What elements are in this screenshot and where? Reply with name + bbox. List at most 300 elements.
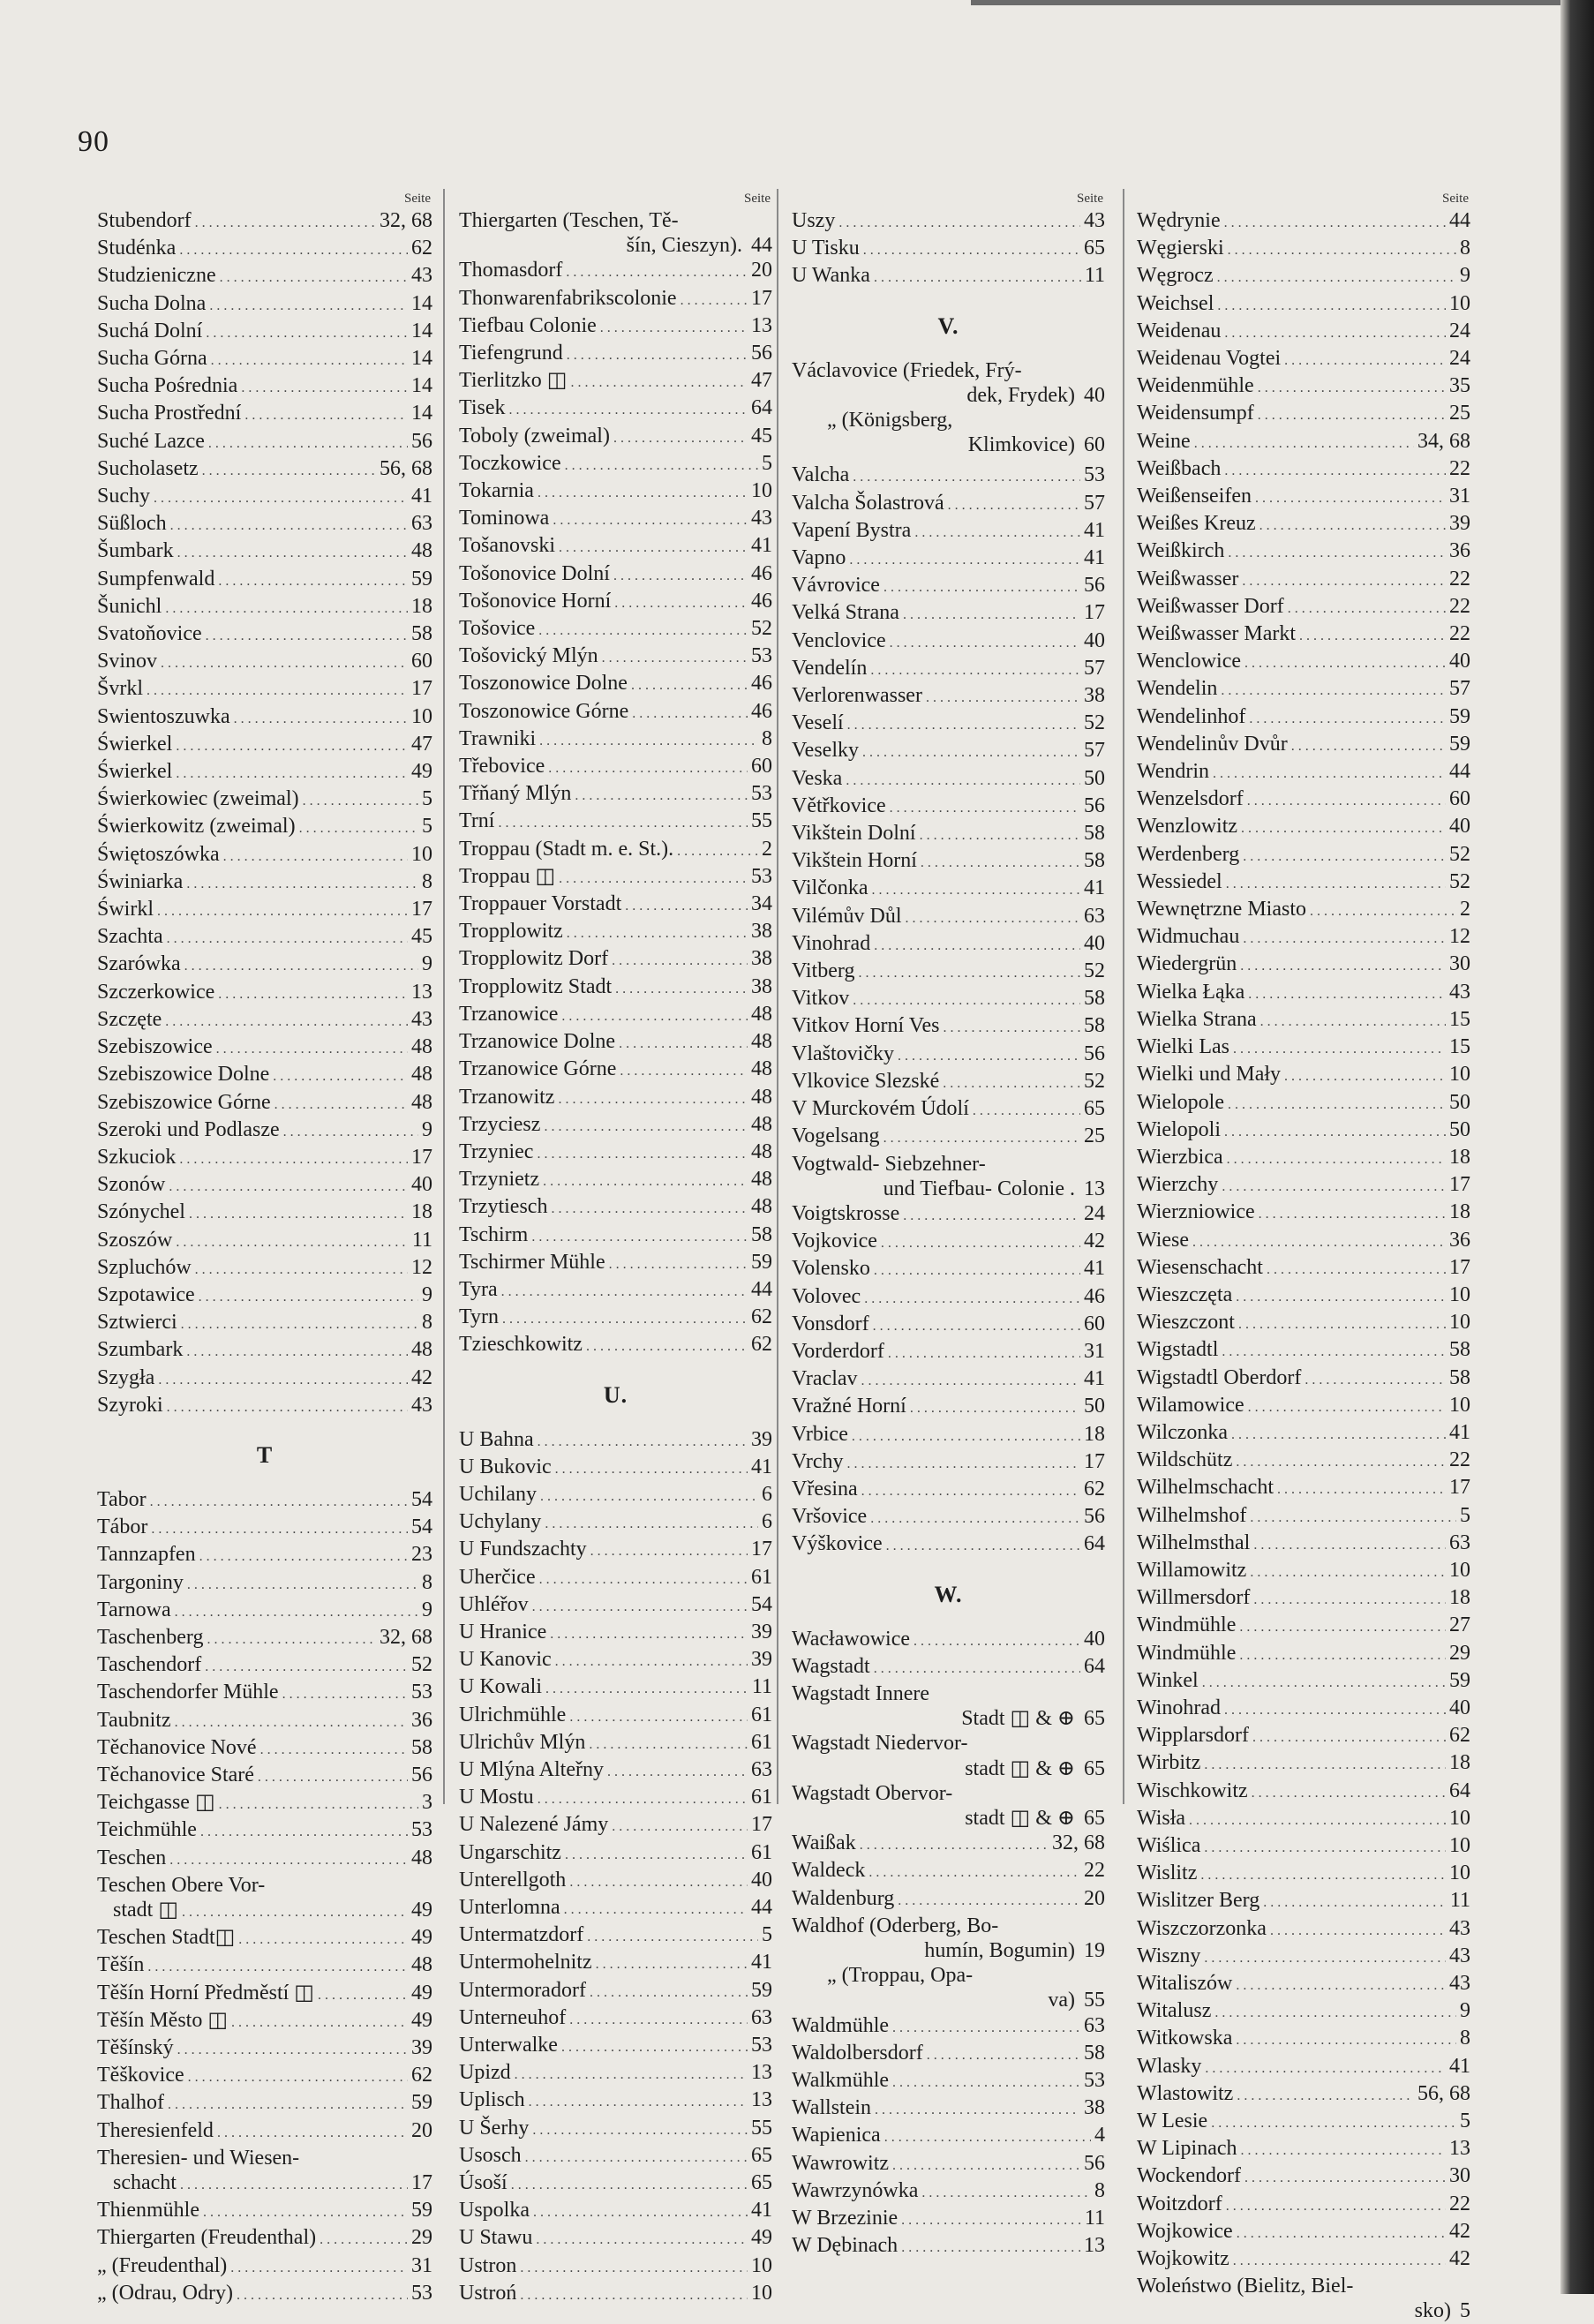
entry-row: [1137, 869, 1470, 897]
entry-name: Unterwalke: [459, 2034, 558, 2057]
leader-dots: [211, 346, 408, 373]
entry-name: Wenclowice: [1137, 650, 1242, 673]
leader-dots: [1263, 1888, 1447, 1915]
entry-row: [1137, 1613, 1470, 1640]
entry-name: Tošovický Mlýn: [459, 644, 598, 668]
entry-page: 48: [411, 1338, 432, 1362]
entry-page: 44: [751, 1895, 772, 1919]
entry-name: U Hranice: [459, 1620, 547, 1643]
entry-name: Wiedergrün: [1137, 952, 1237, 976]
entry-row: [97, 1952, 432, 1980]
entry-page: 24: [1449, 319, 1470, 342]
entry-page: 2: [762, 837, 772, 861]
entry-page: 23: [411, 1543, 432, 1567]
entry-row: [459, 864, 772, 891]
entry-name: Těchanovice Staré: [97, 1763, 254, 1786]
entry-row: [459, 1455, 772, 1482]
entry-name: Wielki und Mały: [1137, 1063, 1282, 1087]
entry-page: 22: [1084, 1859, 1105, 1883]
leader-dots: [274, 1090, 408, 1117]
leader-dots: [209, 291, 408, 319]
entry-name: Wielki Las: [1137, 1035, 1229, 1059]
leader-dots: [631, 671, 748, 698]
entry-page: 64: [1449, 1779, 1470, 1802]
leader-dots: [217, 2118, 408, 2146]
entry-page: 4: [1094, 2124, 1105, 2147]
entry-row: [1137, 676, 1470, 703]
entry-page: 65: [1084, 1806, 1105, 1830]
entry-name: Tyrn: [459, 1305, 499, 1329]
entry-continued: Wagstadt Obervor-: [792, 1781, 953, 1805]
entry-row: [792, 1806, 1105, 1831]
leader-dots: [170, 511, 408, 538]
entry-page: 40: [1449, 650, 1470, 673]
entry-row: [459, 1647, 772, 1674]
entry-row: [97, 1625, 432, 1652]
entry-page: 10: [1449, 1861, 1470, 1885]
entry-row: [1137, 1393, 1470, 1420]
leader-dots: [169, 1846, 408, 1873]
entry-row: [459, 1812, 772, 1839]
leader-dots: [1213, 759, 1446, 786]
leader-dots: [520, 2281, 748, 2308]
entry-name: U Bahna: [459, 1427, 534, 1451]
entry-row: [1137, 1420, 1470, 1448]
entry-row: [1137, 319, 1470, 346]
entry-row: [97, 842, 432, 869]
entry-row: [459, 726, 772, 754]
entry-name: Woitzdorf: [1137, 2192, 1222, 2215]
leader-dots: [558, 1085, 748, 1112]
entry-page: 17: [1449, 1173, 1470, 1197]
entry-row: [1137, 1172, 1470, 1200]
entry-name: Troppau ◫: [459, 864, 556, 888]
entry-name: Szpotawice: [97, 1282, 195, 1306]
leader-dots: [890, 628, 1080, 656]
entry-name: Suchá Dolní: [97, 319, 203, 342]
entry-page: 39: [751, 1427, 772, 1451]
entry-name: Sucha Górna: [97, 347, 207, 371]
entry-page: 40: [1449, 815, 1470, 839]
entry-name: Trzynietz: [459, 1168, 540, 1192]
entry-list: [459, 258, 772, 1359]
leader-dots: [1237, 2219, 1446, 2246]
entry-name: Suchy: [97, 485, 150, 508]
leader-dots: [1259, 1200, 1446, 1227]
entry-page: 39: [751, 1620, 772, 1643]
entry-page: 53: [751, 644, 772, 668]
leader-dots: [1244, 649, 1446, 676]
entry-page: 46: [751, 561, 772, 585]
entry-name: Volovec: [792, 1284, 861, 1308]
entry-name: Sucha Pośrednia: [97, 374, 238, 398]
entry-name: Těškovice: [97, 2064, 184, 2087]
entry-page: 58: [1449, 1338, 1470, 1362]
entry-name: sko): [1414, 2299, 1451, 2323]
entry-name: Wallstein: [792, 2096, 872, 2120]
entry-page: 32, 68: [380, 209, 432, 232]
entry-name: Ulrichmühle: [459, 1703, 567, 1726]
leader-dots: [870, 656, 1080, 683]
leader-dots: [1231, 1420, 1446, 1448]
entry-name: Wiślica: [1137, 1833, 1201, 1857]
entry-name: Wislitzer Berg: [1137, 1889, 1260, 1913]
leader-dots: [1222, 1337, 1446, 1365]
entry-page: 30: [1449, 2164, 1470, 2188]
leader-dots: [872, 876, 1080, 903]
entry-row: [97, 1898, 432, 1925]
leader-dots: [205, 1652, 408, 1680]
entry-row: [1137, 236, 1470, 263]
leader-dots: [873, 1312, 1080, 1339]
entry-page: 17: [751, 1538, 772, 1561]
entry-row: [459, 1592, 772, 1620]
leader-dots: [586, 1332, 748, 1359]
entry-continued: Václavovice (Friedek, Frý-: [792, 358, 1022, 382]
entry-row: [97, 1365, 432, 1393]
entry-page: 3: [422, 1791, 432, 1815]
leader-dots: [1288, 594, 1446, 621]
entry-name: Unterlomna: [459, 1895, 560, 1919]
scan-page-edge: [1560, 0, 1594, 2294]
entry-row: [792, 711, 1105, 738]
entry-name: Wigstadtl: [1137, 1338, 1219, 1362]
entry-name: Witalusz: [1137, 1999, 1212, 2023]
entry-page: 56: [1084, 2151, 1105, 2175]
entry-page: 49: [751, 2226, 772, 2250]
entry-name: Tabor: [97, 1487, 147, 1511]
entry-page: 22: [1449, 2192, 1470, 2215]
entry-page: 62: [411, 2064, 432, 2087]
entry-row: [459, 919, 772, 946]
entry-name: Wlasky: [1137, 2054, 1202, 2078]
entry-page: 22: [1449, 622, 1470, 646]
entry-row: [792, 491, 1105, 518]
entry-page: 48: [751, 1057, 772, 1081]
leader-dots: [234, 704, 408, 732]
entry-page: 65: [1084, 1097, 1105, 1121]
leader-dots: [614, 589, 748, 616]
leader-dots: [888, 1339, 1080, 1366]
entry-page: 58: [751, 1222, 772, 1246]
entry-row: [1137, 567, 1470, 594]
entry-row: [97, 1846, 432, 1873]
leader-dots: [565, 1840, 748, 1868]
entry-page: 30: [1449, 952, 1470, 976]
leader-dots: [1228, 236, 1456, 263]
entry-name: Trní: [459, 809, 495, 833]
entry-name: Voigtskrosse: [792, 1201, 900, 1225]
entry-name: Thienmühle: [97, 2199, 199, 2222]
entry-page: 46: [1084, 1284, 1105, 1308]
entry-name: Vinohrad: [792, 931, 871, 955]
leader-dots: [926, 683, 1080, 711]
leader-dots: [1224, 1696, 1446, 1723]
leader-dots: [1241, 814, 1446, 841]
leader-dots: [1243, 842, 1446, 869]
entry-page: 10: [1449, 1063, 1470, 1087]
entry-name: Větřkovice: [792, 793, 886, 817]
leader-dots: [1267, 1255, 1446, 1282]
entry-page: 48: [411, 1846, 432, 1869]
leader-dots: [853, 463, 1080, 490]
entry-name: Uszy: [792, 209, 836, 232]
leader-dots: [590, 1978, 748, 2005]
entry-row: [792, 876, 1105, 903]
entry-page: 57: [1449, 677, 1470, 701]
entry-page: 56: [411, 1763, 432, 1786]
entry-page: 31: [1449, 485, 1470, 508]
entry-name: W Lipinach: [1137, 2137, 1237, 2161]
entry-row: [459, 1537, 772, 1564]
leader-dots: [1217, 263, 1456, 290]
leader-dots: [216, 1034, 408, 1062]
entry-page: 48: [411, 1063, 432, 1087]
leader-dots: [948, 491, 1080, 518]
leader-dots: [1202, 1668, 1446, 1696]
entry-name: Wendrin: [1137, 760, 1210, 784]
entry-row: [97, 621, 432, 649]
leader-dots: [176, 759, 408, 786]
entry-row: [1137, 1503, 1470, 1531]
entry-row: [97, 567, 432, 594]
entry-row: [1137, 759, 1470, 786]
entry-name: Uplisch: [459, 2088, 525, 2112]
entry-row: [792, 1504, 1105, 1531]
entry-row: [97, 759, 432, 786]
entry-name: Weißkirch: [1137, 539, 1225, 563]
entry-row: [1137, 1833, 1470, 1861]
entry-name: Wierzchy: [1137, 1173, 1219, 1197]
leader-dots: [1226, 869, 1446, 897]
entry-page: 40: [1084, 383, 1105, 407]
entry-page: 49: [411, 2008, 432, 2032]
entry-row: [97, 2118, 432, 2146]
entry-name: Vojkovice: [792, 1230, 877, 1253]
entry-name: Świerkowitz (zweimal): [97, 815, 296, 839]
entry-page: 61: [751, 1703, 772, 1726]
entry-row: [97, 897, 432, 924]
entry-name: W Dębinach: [792, 2234, 899, 2258]
entry-row: [459, 2225, 772, 2253]
entry-row: [792, 931, 1105, 959]
leader-dots: [1250, 1503, 1456, 1531]
entry-name: dek, Frydek): [966, 383, 1075, 407]
entry-name: U Bukovic: [459, 1455, 552, 1478]
entry-page: 9: [1460, 264, 1470, 288]
entry-page: 22: [1449, 456, 1470, 480]
entry-name: Wiszny: [1137, 1944, 1201, 1967]
entry-page: 17: [411, 677, 432, 701]
entry-name: Teschen Stadt◫: [97, 1926, 236, 1950]
leader-dots: [1233, 1034, 1446, 1062]
entry-row: [97, 484, 432, 511]
leader-dots: [186, 1337, 408, 1365]
entry-row: [97, 2063, 432, 2090]
leader-dots: [858, 959, 1080, 986]
entry-row: [97, 1282, 432, 1310]
leader-dots: [529, 2087, 748, 2115]
entry-page: 17: [1449, 1255, 1470, 1279]
leader-dots: [612, 946, 748, 974]
entry-row: [792, 821, 1105, 848]
entry-page: 43: [1449, 1944, 1470, 1967]
leader-dots: [883, 1124, 1080, 1151]
entry-page: 53: [411, 1818, 432, 1842]
entry-page: 22: [1449, 594, 1470, 618]
entry-name: Svinov: [97, 650, 158, 673]
entry-name: Sumpfenwald: [97, 567, 215, 590]
entry-name: Windmühle: [1137, 1641, 1237, 1665]
entry-name: Wiesenschacht: [1137, 1255, 1263, 1279]
leader-dots: [258, 1763, 408, 1790]
entry-name: Wigstadtl Oberdorf: [1137, 1365, 1302, 1389]
entry-row: [97, 1228, 432, 1255]
entry-row: [459, 1277, 772, 1305]
leader-dots: [1242, 567, 1446, 594]
leader-dots: [677, 837, 758, 864]
entry-name: Tierlitzko ◫: [459, 369, 568, 393]
entry-page: 59: [1449, 1668, 1470, 1692]
leader-dots: [853, 986, 1080, 1013]
leader-dots: [609, 1250, 748, 1277]
entry-page: 40: [1449, 1696, 1470, 1719]
leader-dots: [195, 1255, 408, 1282]
leader-dots: [906, 904, 1080, 931]
entry-page: 65: [1084, 1756, 1105, 1780]
entry-name: Veselky: [792, 739, 859, 763]
entry-row: [792, 1706, 1105, 1731]
entry-name: Toszonowice Górne: [459, 699, 629, 723]
leader-dots: [1239, 1641, 1446, 1668]
leader-dots: [237, 2281, 408, 2308]
entry-row: [459, 506, 772, 533]
entry-row: [97, 1570, 432, 1598]
entry-page: 34: [751, 892, 772, 916]
entry-page: 63: [751, 2005, 772, 2029]
entry-name: Tokarnia: [459, 479, 534, 503]
entry-page: 11: [1084, 2207, 1105, 2230]
entry-page: 59: [411, 567, 432, 590]
entry-name: Węgrocz: [1137, 264, 1214, 288]
entry-row: [97, 208, 432, 236]
entry-row: [459, 478, 772, 506]
entry-page: 14: [411, 402, 432, 425]
entry-row: [1137, 1641, 1470, 1668]
entry-page: 64: [751, 396, 772, 420]
leader-dots: [231, 2008, 408, 2035]
leader-dots: [875, 2095, 1080, 2123]
leader-dots: [176, 1228, 409, 1255]
leader-dots: [206, 319, 408, 346]
entry-list: [792, 463, 1105, 1151]
leader-dots: [200, 1817, 408, 1845]
entry-name: Uspolka: [459, 2199, 530, 2222]
entry-name: Wockendorf: [1137, 2164, 1242, 2188]
leader-dots: [184, 951, 418, 979]
entry-row: [1137, 1007, 1470, 1034]
entry-name: Tábor: [97, 1515, 148, 1539]
entry-row: [459, 1112, 772, 1139]
leader-dots: [1204, 1944, 1446, 1971]
entry-row: [97, 1145, 432, 1172]
entry-row: [459, 2005, 772, 2033]
leader-dots: [218, 567, 408, 594]
entry-row: [1137, 1062, 1470, 1089]
leader-dots: [927, 2041, 1080, 2068]
entry-page: 36: [411, 1708, 432, 1732]
leader-dots: [543, 1167, 748, 1194]
entry-name: Vitberg: [792, 959, 855, 983]
leader-dots: [498, 809, 748, 836]
entry-name: Wieszczont: [1137, 1311, 1235, 1335]
leader-dots: [1270, 1916, 1446, 1944]
entry-row: [792, 1988, 1105, 2012]
entry-row: [1137, 980, 1470, 1007]
entry-page: 60: [1084, 1312, 1105, 1335]
entry-page: 60: [411, 650, 432, 673]
entry-page: 18: [1084, 1422, 1105, 1446]
entry-page: 50: [1449, 1090, 1470, 1114]
entry-name: Thiergarten (Freudenthal): [97, 2226, 317, 2250]
entry-name: Úsoší: [459, 2171, 508, 2195]
entry-name: schacht: [113, 2171, 177, 2195]
leader-dots: [168, 2090, 408, 2117]
leader-dots: [282, 1680, 408, 1707]
entry-page: 46: [751, 589, 772, 613]
entry-row: [1137, 1806, 1470, 1833]
entry-name: Stubendorf: [97, 209, 192, 232]
entry-name: Winohrad: [1137, 1696, 1222, 1719]
entry-row: [792, 1229, 1105, 1256]
entry-row: [459, 2253, 772, 2281]
entry-name: U Fundszachty: [459, 1538, 587, 1561]
entry-page: 60: [1084, 433, 1105, 457]
entry-row: [1137, 1475, 1470, 1502]
entry-name: Vikštein Horní: [792, 849, 917, 873]
entry-page: 10: [1449, 1311, 1470, 1335]
entry-page: 42: [1084, 1230, 1105, 1253]
entry-page: 53: [411, 2281, 432, 2305]
entry-row: [459, 2143, 772, 2170]
entry-name: Výškovice: [792, 1532, 883, 1556]
entry-name: U Stawu: [459, 2226, 533, 2250]
leader-dots: [180, 2170, 408, 2198]
entry-name: Wlastowitz: [1137, 2081, 1234, 2105]
entry-name: Wendelinův Dvůr: [1137, 732, 1288, 756]
entry-row: [97, 1817, 432, 1845]
entry-name: U Tisku: [792, 237, 860, 260]
entry-page: 48: [751, 1030, 772, 1054]
entry-page: 10: [1449, 291, 1470, 315]
section-letter-t: T: [256, 1441, 274, 1468]
entry-row: [792, 1312, 1105, 1339]
entry-row: [459, 2198, 772, 2225]
entry-row: [459, 1427, 772, 1455]
entry-row: [1137, 1888, 1470, 1915]
entry-page: 45: [751, 424, 772, 448]
entry-page: 64: [1084, 1654, 1105, 1678]
entry-page: 42: [411, 1365, 432, 1389]
leader-dots: [219, 1790, 418, 1817]
entry-row: [459, 1002, 772, 1029]
entry-row: [792, 1042, 1105, 1069]
leader-dots: [551, 1194, 748, 1222]
entry-name: Wenzlowitz: [1137, 815, 1238, 839]
entry-page: 60: [1449, 787, 1470, 811]
leader-dots: [179, 1145, 408, 1172]
leader-dots: [914, 1627, 1080, 1654]
